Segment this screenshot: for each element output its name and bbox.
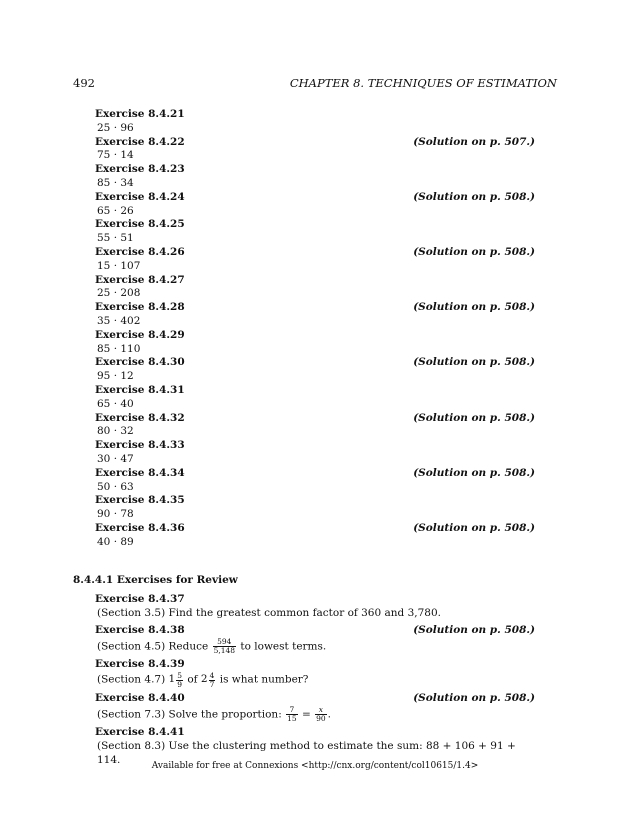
exercise-title: Exercise 8.4.29 [95,328,185,341]
page-header [73,76,557,90]
exercise-body: 50 · 63 [97,480,134,493]
exercise-body: 85 · 110 [97,342,141,355]
fraction-numerator: x [315,706,327,715]
exercise-title: Exercise 8.4.25 [95,218,185,231]
equals-sign: = [301,708,311,721]
exercise-item [95,412,535,440]
fraction [176,672,183,689]
exercise-body: 95 · 12 [97,370,134,383]
exercise-body [95,706,535,723]
body-text: (Section 7.3) Solve the proportion: [97,708,282,721]
solution-link[interactable]: (Solution on p. 508.) [413,301,535,314]
body-text: is what number? [219,673,309,686]
mixed-number [201,672,216,689]
body-text: of [187,673,198,686]
exercise-item [95,384,535,412]
solution-link[interactable]: (Solution on p. 508.) [413,521,535,534]
fraction-denominator: 7 [209,679,215,689]
exercise-title: Exercise 8.4.32 [95,411,185,424]
exercise-title: Exercise 8.4.21 [95,108,185,120]
exercise-item [95,301,535,329]
mixed-whole: 2 [200,673,208,686]
exercise-item [95,329,535,357]
review-exercise-list [95,593,535,771]
exercise-title: Exercise 8.4.27 [95,273,185,286]
solution-link[interactable]: (Solution on p. 508.) [413,190,535,203]
exercise-body: (Section 8.3) Use the clustering method to estimate the sum: 88 + 106 + 91 + 114. [97,739,516,766]
exercise-item [95,218,535,246]
fraction-numerator: 5 [177,670,182,680]
exercise-body: 55 · 51 [97,232,134,245]
exercise-body [95,672,535,689]
review-exercise [95,692,535,723]
solution-link[interactable]: (Solution on p. 508.) [413,245,535,258]
exercise-title: Exercise 8.4.28 [95,301,185,314]
page-footer: Available for free at Connexions <http://cnx.org/content/col10615/1.4> [151,761,479,771]
exercise-body: 15 · 107 [97,259,141,272]
exercise-title: Exercise 8.4.39 [95,657,185,670]
fraction [315,706,327,723]
solution-link[interactable]: (Solution on p. 508.) [413,411,535,424]
exercise-item [95,494,535,522]
exercise-body: 80 · 32 [97,425,134,438]
body-text: . [327,708,332,721]
exercise-item [95,246,535,274]
exercise-item [95,163,535,191]
exercise-item [95,522,535,550]
solution-link[interactable]: (Solution on p. 508.) [413,356,535,369]
exercise-body: 65 · 26 [97,204,134,217]
exercise-body: 30 · 47 [97,452,134,465]
fraction-denominator: 15 [287,713,297,723]
fraction-numerator: 4 [209,670,215,680]
exercise-title: Exercise 8.4.40 [95,692,185,705]
review-exercise [95,624,535,655]
fraction [286,706,298,723]
fraction [209,672,216,689]
solution-link[interactable]: (Solution on p. 507.) [413,135,535,148]
exercise-item [95,439,535,467]
exercise-item [95,108,535,136]
fraction [213,638,236,655]
review-exercise [95,593,535,621]
exercise-body: 35 · 402 [97,314,141,327]
chapter-title: CHAPTER 8. TECHNIQUES OF ESTIMATION [289,76,557,90]
exercise-title: Exercise 8.4.33 [95,439,185,452]
exercise-item [95,191,535,219]
exercise-body: 90 · 78 [97,508,134,521]
review-section-heading: 8.4.4.1 Exercises for Review [73,574,238,586]
exercise-title: Exercise 8.4.26 [95,245,185,258]
exercise-title: Exercise 8.4.36 [95,521,185,534]
fraction-denominator: 9 [177,679,182,689]
exercise-title: Exercise 8.4.41 [95,726,185,739]
exercise-item [95,467,535,495]
exercise-item [95,274,535,302]
exercise-title: Exercise 8.4.35 [95,494,185,507]
mixed-number [169,672,184,689]
solution-link[interactable]: (Solution on p. 508.) [413,623,535,636]
fraction-numerator: 7 [286,706,298,715]
exercise-body [95,638,535,655]
exercise-title: Exercise 8.4.24 [95,190,185,203]
body-text: to lowest terms. [240,640,327,653]
fraction-denominator: 5,148 [213,645,236,655]
solution-link[interactable]: (Solution on p. 508.) [413,466,535,479]
exercise-title: Exercise 8.4.31 [95,383,185,396]
exercise-title: Exercise 8.4.38 [95,623,185,636]
exercise-body: 65 · 40 [97,397,134,410]
exercise-title: Exercise 8.4.37 [95,593,185,605]
exercise-body: 25 · 96 [97,121,134,134]
page-number: 492 [73,76,95,90]
exercise-title: Exercise 8.4.34 [95,466,185,479]
fraction-numerator: 594 [213,638,236,647]
body-text: (Section 4.5) Reduce [97,640,209,653]
body-text: (Section 4.7) [97,673,166,686]
exercise-item [95,356,535,384]
exercise-item [95,136,535,164]
exercise-body: 40 · 89 [97,535,134,548]
exercise-title: Exercise 8.4.30 [95,356,185,369]
fraction-denominator: 90 [316,713,326,723]
exercise-title: Exercise 8.4.22 [95,135,185,148]
solution-link[interactable]: (Solution on p. 508.) [413,692,535,705]
exercise-title: Exercise 8.4.23 [95,163,185,176]
exercise-list [95,108,535,550]
exercise-body: 75 · 14 [97,149,134,162]
review-exercise [95,658,535,689]
exercise-body: 25 · 208 [97,287,141,300]
exercise-body: (Section 3.5) Find the greatest common factor of 360 and 3,780. [97,606,441,619]
mixed-whole: 1 [168,673,176,686]
exercise-body: 85 · 34 [97,176,134,189]
